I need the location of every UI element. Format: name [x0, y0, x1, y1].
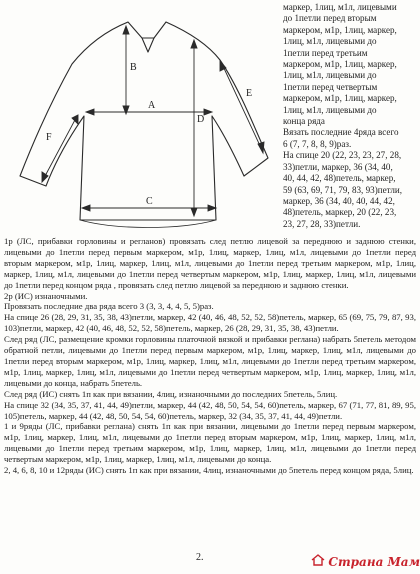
text-line: маркером, м1р, 1лиц, маркер, [283, 59, 397, 70]
text-line: конца ряда [283, 116, 325, 127]
pattern-body-text [4, 236, 416, 476]
text-line: Вязать последние 4ряда всего [283, 127, 399, 138]
text-line: 23, 27, 28, 33)петли. [283, 218, 361, 229]
arrowhead [208, 205, 216, 211]
garment-schematic [6, 8, 278, 234]
neck-slit [142, 38, 154, 52]
paragraph: След ряд (ИС) снять 1п как при вязании, 4лиц, изнаночными до последних 5петель, 5лиц. [4, 388, 338, 399]
text-line: 59 (63, 69, 71, 79, 83, 93)петли, [283, 184, 403, 195]
label-c: C [146, 196, 153, 207]
site-logo[interactable] [302, 552, 420, 572]
arrowhead [258, 142, 264, 153]
text-line: 48)петель, маркер, 20 (22, 23, [283, 207, 397, 218]
page-number: 2. [196, 552, 204, 563]
paragraph: На спице 32 (34, 35, 37, 41, 44, 49)петли, маркер, 44 (42, 48, 50, 54, 54, 60)петель, маркер, 67 (71, 77, 81, 89, 95, 105)петель, маркер, 44 (42, 48, 50, 54, 54, 60)петель, маркер, 32 (34, 35, 37, 41, 44, 49)петли. [4, 399, 416, 421]
paragraph: На спице 26 (28, 29, 31, 35, 38, 43)петли, маркер, 42 (40, 46, 48, 52, 52, 58)петель, маркер, 65 (69, 75, 79, 87, 93, 103)петли, маркер, 42 (40, 46, 48, 52, 52, 58)петель, маркер, 26 (28, 29, 31, 35, 38, 43)петли. [4, 312, 416, 334]
text-line: маркер, 1лиц, м1л, лицевыми [283, 2, 397, 12]
hem-curve [80, 220, 216, 228]
text-line: 6 (7, 7, 8, 8, 9)раз. [283, 138, 352, 149]
label-b: B [130, 62, 137, 73]
paragraph: 2р (ИС) изнаночными. [4, 290, 88, 301]
arrowhead [86, 109, 94, 115]
paragraph: Провязать последние два ряда всего 3 (3, 3, 4, 4, 5, 5)раз. [4, 301, 214, 312]
arrowhead [123, 106, 129, 114]
text-line: маркером, м1р, 1лиц, маркер, [283, 93, 397, 104]
arrowhead [191, 208, 197, 216]
arrowhead [42, 172, 48, 182]
text-line: 40, 44, 42, 48)петель, маркер, [283, 173, 396, 184]
text-line: маркер, 36 (34, 40, 40, 44, 42, [283, 195, 395, 206]
paragraph: 1р (ЛС, прибавки горловины и регланов) провязать след петлю лицевой за переднюю и заднюю стенки, лицевыми до 1петли перед первым маркером, м1р, 1лиц, маркер, 1лиц, м1л, лицевыми до 1петли перед вторым маркером, м1р, 1лиц, маркер, 1лиц, м1л, лицевыми до 1петли перед третьим маркером, м1р, 1лиц, маркер, 1лиц, м1л, лицевыми до 1петли перед четвертым маркером, м1р, 1лиц, маркер, 1лиц, м1л, лицевыми до 1петли перед концом ряда , провязать след петлю лицевой за переднюю и заднюю стенки. [4, 236, 416, 290]
label-a: A [148, 100, 156, 111]
paragraph: 1 и 9ряды (ЛС, прибавки реглана) снять 1п как при вязании, лицевыми до 1петли перед первым маркером, м1р, 1лиц, маркер, 1лиц, м1л, лицевыми до 1петли перед вторым маркером, м1р, 1лиц, маркер, 1лиц, м1л, лицевыми до 1петли перед третьим маркером, м1р, 1лиц, маркер, 1лиц, м1л, лицевыми до 1петли перед четвертым маркером, м1р, 1лиц, маркер, 1лиц, м1л, лицевыми до конца. [4, 421, 416, 465]
logo-text: Страна Мам [328, 555, 420, 569]
arrowhead [123, 26, 129, 34]
right-column-text [283, 2, 415, 230]
text-line: маркером, м1р, 1лиц, маркер, [283, 24, 397, 35]
text-line: На спице 20 (22, 23, 23, 27, 28, [283, 150, 402, 161]
arrowhead [204, 109, 212, 115]
text-line: 1лиц, м1л, лицевыми до [283, 104, 377, 115]
garment-outline [20, 22, 268, 220]
text-line: 33)петли, маркер, 36 (34, 40, [283, 161, 393, 172]
arrowhead [72, 115, 78, 124]
text-line: 1лиц, м1л, лицевыми до [283, 70, 377, 81]
paragraph: След ряд (ЛС, размещение кромки горловины платочной вязкой и прибавки реглана) набрать 5петель методом обратной петли, лицевыми до 1петли перед первым маркером, м1р, 1лиц, маркер, 1лиц, м1л, лицевыми до 1петли перед вторым маркером, м1р, 1лиц, маркер, 1лиц, м1л, лицевыми до 1петли перед третьим маркером, м1р, 1лиц, маркер, 1лиц, м1л, лицевыми до 1петли перед четвертым маркером, м1р, 1лиц, маркер, 1лиц, м1л, лицевыми до конца, набрать 5петель. [4, 334, 416, 388]
arrowhead [220, 61, 226, 71]
arrowhead [82, 205, 90, 211]
text-line: 1лиц, м1л, лицевыми до [283, 36, 377, 47]
label-f: F [46, 132, 52, 143]
arrowhead [191, 40, 197, 48]
text-line: 1петли перед третьим [283, 47, 368, 58]
garment-schematic-svg [6, 8, 278, 234]
house-icon [311, 553, 325, 571]
text-line: до 1петли перед вторым [283, 13, 377, 24]
measure-f-line [44, 118, 76, 178]
measure-e-line [222, 64, 262, 150]
text-line: 1петли перед четвертым [283, 81, 378, 92]
paragraph: 2, 4, 6, 8, 10 и 12ряды (ИС) снять 1п как при вязании, 4лиц, изнаночными до 5петель перед концом ряда, 5лиц. [4, 465, 414, 476]
label-d: D [197, 114, 205, 125]
label-e: E [246, 88, 253, 99]
